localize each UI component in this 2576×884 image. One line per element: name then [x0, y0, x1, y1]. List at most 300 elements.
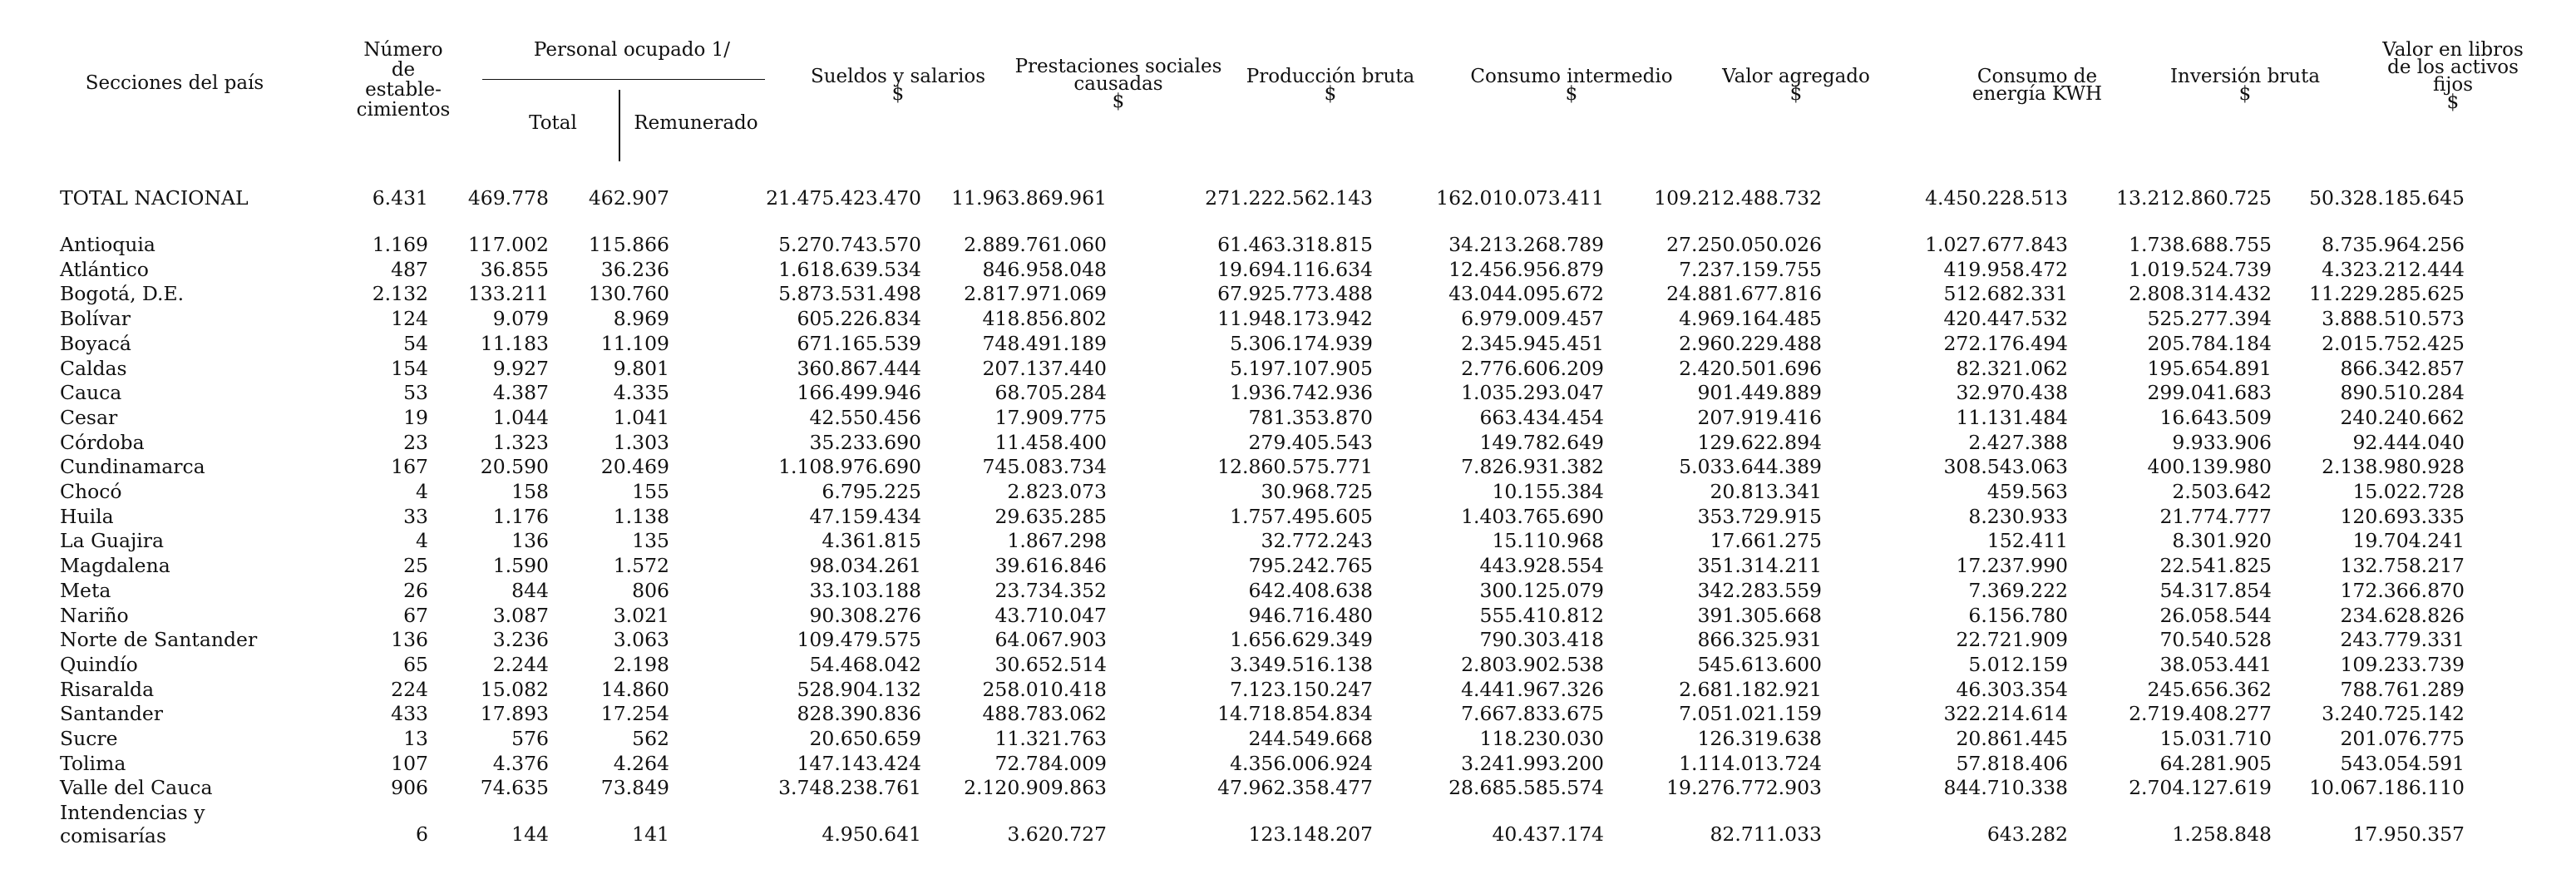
- cell-value: 14.718.854.834: [1217, 702, 1373, 726]
- cell-value: 1.618.639.534: [778, 257, 921, 281]
- cell-value: 1.656.629.349: [1230, 628, 1373, 652]
- table-row: [0, 702, 2576, 727]
- cell-value: 36.855: [480, 257, 549, 281]
- cell-value: 844: [511, 578, 549, 602]
- cell-value: 788.761.289: [2340, 677, 2465, 701]
- cell-value: 4.264: [613, 751, 669, 775]
- cell-value: 205.784.184: [2147, 331, 2272, 355]
- cell-value: 25: [403, 554, 428, 578]
- cell-value: 26: [403, 578, 428, 602]
- cell-value: 7.123.150.247: [1230, 677, 1373, 701]
- cell-value: 2.198: [613, 652, 669, 676]
- cell-value: 36.236: [600, 257, 669, 281]
- header-remunerado: Remunerado: [634, 112, 758, 134]
- cell-value: 806: [632, 578, 669, 602]
- table-row: [0, 678, 2576, 703]
- row-label: Huila: [60, 504, 114, 528]
- cell-value: 141: [632, 822, 669, 847]
- cell-value: 795.242.765: [1248, 554, 1373, 578]
- cell-value: 7.667.833.675: [1461, 702, 1604, 726]
- cell-value: 147.143.424: [797, 751, 921, 775]
- table-row: [0, 505, 2576, 530]
- table-row: [0, 480, 2576, 505]
- header-sueldos: Sueldos y salarios $: [810, 66, 986, 105]
- total-label: TOTAL NACIONAL: [60, 186, 249, 210]
- row-label: Quindío: [60, 652, 138, 676]
- cell-value: 3.021: [613, 603, 669, 627]
- cell-value: 745.083.734: [982, 455, 1107, 479]
- cell-value: 2.776.606.209: [1461, 356, 1604, 380]
- cell-value: 7.051.021.159: [1679, 702, 1822, 726]
- cell-value: 901.449.889: [1697, 381, 1822, 405]
- cell-value: 15.031.710: [2159, 727, 2272, 751]
- cell-value: 15.022.728: [2352, 480, 2465, 504]
- row-label: Cauca: [60, 381, 122, 405]
- cell-value: 64.281.905: [2159, 751, 2272, 775]
- row-label: Valle del Cauca: [60, 776, 213, 800]
- cell-value: 3.063: [613, 628, 669, 652]
- cell-value: 2.960.229.488: [1679, 331, 1822, 355]
- cell-value: 2.132: [372, 282, 428, 306]
- row-label: Caldas: [60, 356, 127, 380]
- cell-value: 4.335: [613, 381, 669, 405]
- cell-value: 22.541.825: [2159, 554, 2272, 578]
- cell-value: 420.447.532: [1943, 307, 2068, 331]
- cell-value: 528.904.132: [797, 677, 921, 701]
- cell-value: 132.758.217: [2340, 554, 2465, 578]
- row-label: Tolima: [60, 751, 126, 775]
- table-row: [0, 455, 2576, 480]
- cell-value: 4.950.641: [822, 822, 921, 847]
- header-total: Total: [529, 112, 577, 134]
- header-personal-rule: [482, 79, 765, 80]
- cell-value: 1.590: [492, 554, 549, 578]
- cell-value: 671.165.539: [797, 331, 921, 355]
- cell-value: 32.772.243: [1261, 529, 1373, 553]
- table-row: [0, 307, 2576, 332]
- cell-value: 300.125.079: [1479, 578, 1604, 602]
- table-row: [0, 406, 2576, 431]
- cell-value: 11.948.173.942: [1217, 307, 1373, 331]
- cell-value: 10.155.384: [1492, 480, 1604, 504]
- cell-value: 167: [391, 455, 428, 479]
- cell-value: 4.441.967.326: [1461, 677, 1604, 701]
- cell-value: 1.138: [613, 504, 669, 528]
- cell-value: 120.693.335: [2340, 504, 2465, 528]
- cell-value: 38.053.441: [2159, 652, 2272, 676]
- header-valor-libros: Valor en libros de los activos fijos $: [2382, 39, 2524, 113]
- cell-value: 342.283.559: [1697, 578, 1822, 602]
- table-row: [0, 233, 2576, 258]
- cell-value: 5.270.743.570: [778, 233, 921, 256]
- cell-value: 28.685.585.574: [1448, 776, 1604, 800]
- cell-value: 1.176: [492, 504, 549, 528]
- cell-value: 117.002: [467, 233, 549, 256]
- table-row: [0, 258, 2576, 283]
- cell-value: 82.321.062: [1956, 356, 2068, 380]
- table-row: [0, 529, 2576, 554]
- cell-value: 576: [511, 727, 549, 751]
- cell-value: 64.067.903: [994, 628, 1107, 652]
- cell-value: 19.694.116.634: [1217, 257, 1373, 281]
- cell-value: 1.572: [613, 554, 669, 578]
- cell-value: 2.817.971.069: [964, 282, 1107, 306]
- row-label: Córdoba: [60, 430, 145, 454]
- cell-value: 154: [391, 356, 428, 380]
- header-divider: [619, 90, 620, 161]
- cell-value: 545.613.600: [1697, 652, 1822, 676]
- cell-value: 19.704.241: [2352, 529, 2465, 553]
- cell-value: 70.540.528: [2159, 628, 2272, 652]
- cell-value: 39.616.846: [994, 554, 1107, 578]
- table-row: [0, 381, 2576, 406]
- cell-value: 946.716.480: [1248, 603, 1373, 627]
- cell-value: 1.323: [492, 430, 549, 454]
- cell-value: 2.244: [492, 652, 549, 676]
- cell-value: 35.233.690: [809, 430, 921, 454]
- cell-value: 17.893: [480, 702, 549, 726]
- cell-value: 7.826.931.382: [1461, 455, 1604, 479]
- cell-value: 2.808.314.432: [2129, 282, 2272, 306]
- cell-value: 11.229.285.625: [2309, 282, 2465, 306]
- cell-value: 21.774.777: [2159, 504, 2272, 528]
- cell-value: 20.861.445: [1956, 727, 2068, 751]
- cell-value: 20.469: [600, 455, 669, 479]
- cell-value: 23: [403, 430, 428, 454]
- cell-value: 272.176.494: [1943, 331, 2068, 355]
- cell-value: 7.369.222: [1968, 578, 2068, 602]
- cell-value: 5.033.644.389: [1679, 455, 1822, 479]
- cell-value: 2.138.980.928: [2322, 455, 2465, 479]
- cell-value: 279.405.543: [1248, 430, 1373, 454]
- row-label: Bolívar: [60, 307, 131, 331]
- cell-value: 15.110.968: [1492, 529, 1604, 553]
- table-row: [0, 628, 2576, 653]
- cell-value: 6.156.780: [1968, 603, 2068, 627]
- cell-value: 43.044.095.672: [1448, 282, 1604, 306]
- cell-value: 61.463.318.815: [1217, 233, 1373, 256]
- cell-value: 1.169: [372, 233, 428, 256]
- row-label: Intendencias y comisarías: [60, 801, 205, 848]
- cell-value: 3.241.993.200: [1461, 751, 1604, 775]
- table-row-total: TOTAL NACIONAL 6.431 469.778 462.907 21.475.423.470 11.963.869.961 271.222.562.143 162.010.073.411 109.212.488.732 4.450.228.513 13.212.860.725 50.328.185.645: [0, 183, 2576, 213]
- cell-value: 166.499.946: [797, 381, 921, 405]
- cell-value: 308.543.063: [1943, 455, 2068, 479]
- cell-value: 109.233.739: [2340, 652, 2465, 676]
- cell-value: 124: [391, 307, 428, 331]
- cell-value: 136: [511, 529, 549, 553]
- cell-value: 13: [403, 727, 428, 751]
- table-row: [0, 332, 2576, 357]
- cell-value: 1.041: [613, 405, 669, 429]
- cell-value: 3.240.725.142: [2322, 702, 2465, 726]
- cell-value: 234.628.826: [2340, 603, 2465, 627]
- cell-value: 17.661.275: [1710, 529, 1822, 553]
- cell-value: 34.213.268.789: [1448, 233, 1604, 256]
- cell-value: 605.226.834: [797, 307, 921, 331]
- cell-value: 7.237.159.755: [1679, 257, 1822, 281]
- cell-value: 115.866: [588, 233, 669, 256]
- cell-value: 2.823.073: [1007, 480, 1107, 504]
- cell-value: 47.159.434: [809, 504, 921, 528]
- cell-value: 3.620.727: [1007, 822, 1107, 847]
- table-row: [0, 776, 2576, 801]
- cell-value: 74.635: [480, 776, 549, 800]
- cell-value: 1.114.013.724: [1679, 751, 1822, 775]
- cell-value: 133.211: [467, 282, 549, 306]
- cell-value: 207.137.440: [982, 356, 1107, 380]
- row-label: Boyacá: [60, 331, 131, 355]
- cell-value: 26.058.544: [2159, 603, 2272, 627]
- cell-value: 3.087: [492, 603, 549, 627]
- cell-value: 53: [403, 381, 428, 405]
- cell-value: 2.889.761.060: [964, 233, 1107, 256]
- cell-value: 9.801: [613, 356, 669, 380]
- cell-value: 17.950.357: [2352, 822, 2465, 847]
- cell-value: 1.403.765.690: [1461, 504, 1604, 528]
- cell-value: 12.456.956.879: [1448, 257, 1604, 281]
- cell-value: 2.719.408.277: [2129, 702, 2272, 726]
- row-label: Bogotá, D.E.: [60, 282, 185, 306]
- cell-value: 1.738.688.755: [2129, 233, 2272, 256]
- spacer-row: [0, 213, 2576, 233]
- cell-value: 351.314.211: [1697, 554, 1822, 578]
- cell-value: 6.795.225: [822, 480, 921, 504]
- cell-value: 57.818.406: [1956, 751, 2068, 775]
- header-secciones: [50, 72, 299, 94]
- cell-value: 543.054.591: [2340, 751, 2465, 775]
- table-row: [0, 604, 2576, 629]
- row-label: Cesar: [60, 405, 118, 429]
- cell-value: 33.103.188: [809, 578, 921, 602]
- cell-value: 20.650.659: [809, 727, 921, 751]
- cell-value: 54.317.854: [2159, 578, 2272, 602]
- cell-value: 17.254: [600, 702, 669, 726]
- cell-value: 32.970.438: [1956, 381, 2068, 405]
- table-row: [0, 653, 2576, 678]
- cell-value: 92.444.040: [2352, 430, 2465, 454]
- cell-value: 27.250.050.026: [1666, 233, 1822, 256]
- cell-value: 5.197.107.905: [1230, 356, 1373, 380]
- cell-value: 512.682.331: [1943, 282, 2068, 306]
- cell-value: 11.458.400: [994, 430, 1107, 454]
- cell-value: 155: [632, 480, 669, 504]
- cell-value: 129.622.894: [1697, 430, 1822, 454]
- cell-value: 1.027.677.843: [1925, 233, 2068, 256]
- cell-value: 643.282: [1986, 822, 2068, 847]
- header-valor-agregado: Valor agregado $: [1722, 66, 1870, 105]
- cell-value: 4.376: [492, 751, 549, 775]
- cell-value: 299.041.683: [2147, 381, 2272, 405]
- cell-value: 29.635.285: [994, 504, 1107, 528]
- cell-value: 24.881.677.816: [1666, 282, 1822, 306]
- cell-value: 400.139.980: [2147, 455, 2272, 479]
- cell-value: 2.503.642: [2172, 480, 2272, 504]
- cell-value: 65: [403, 652, 428, 676]
- cell-value: 1.044: [492, 405, 549, 429]
- cell-value: 525.277.394: [2147, 307, 2272, 331]
- cell-value: 2.704.127.619: [2129, 776, 2272, 800]
- cell-value: 846.958.048: [982, 257, 1107, 281]
- table-row: [0, 752, 2576, 777]
- row-label: Atlántico: [60, 257, 149, 281]
- cell-value: 2.420.501.696: [1679, 356, 1822, 380]
- cell-value: 152.411: [1986, 529, 2068, 553]
- row-label: Antioquia: [60, 233, 155, 256]
- cell-value: 19.276.772.903: [1666, 776, 1822, 800]
- cell-value: 781.353.870: [1248, 405, 1373, 429]
- cell-value: 353.729.915: [1697, 504, 1822, 528]
- cell-value: 43.710.047: [994, 603, 1107, 627]
- cell-value: 642.408.638: [1248, 578, 1373, 602]
- cell-value: 418.856.802: [982, 307, 1107, 331]
- table-row: [0, 282, 2576, 307]
- cell-value: 1.108.976.690: [778, 455, 921, 479]
- cell-value: 3.349.516.138: [1230, 652, 1373, 676]
- header-secciones-label: Secciones del país: [85, 72, 264, 94]
- header-num-establecimientos: Número de estable- cimientos: [356, 39, 451, 121]
- cell-value: 2.345.945.451: [1461, 331, 1604, 355]
- cell-value: 11.183: [480, 331, 549, 355]
- cell-value: 748.491.189: [982, 331, 1107, 355]
- cell-value: 224: [391, 677, 428, 701]
- cell-value: 54: [403, 331, 428, 355]
- cell-value: 4.361.815: [822, 529, 921, 553]
- cell-value: 555.410.812: [1479, 603, 1604, 627]
- table-row: [0, 357, 2576, 382]
- cell-value: 20.590: [480, 455, 549, 479]
- cell-value: 2.120.909.863: [964, 776, 1107, 800]
- cell-value: 6: [416, 822, 428, 847]
- cell-value: 844.710.338: [1943, 776, 2068, 800]
- cell-value: 4.387: [492, 381, 549, 405]
- cell-value: 9.079: [492, 307, 549, 331]
- cell-value: 360.867.444: [797, 356, 921, 380]
- cell-value: 433: [391, 702, 428, 726]
- cell-value: 22.721.909: [1956, 628, 2068, 652]
- row-label: Santander: [60, 702, 164, 726]
- row-label: Risaralda: [60, 677, 155, 701]
- cell-value: 15.082: [480, 677, 549, 701]
- cell-value: 3.748.238.761: [778, 776, 921, 800]
- cell-value: 5.012.159: [1968, 652, 2068, 676]
- row-label: Nariño: [60, 603, 129, 627]
- cell-value: 144: [511, 822, 549, 847]
- cell-value: 47.962.358.477: [1217, 776, 1373, 800]
- cell-value: 2.015.752.425: [2322, 331, 2465, 355]
- cell-value: 72.784.009: [994, 751, 1107, 775]
- cell-value: 459.563: [1986, 480, 2068, 504]
- cell-value: 10.067.186.110: [2309, 776, 2465, 800]
- cell-value: 109.479.575: [797, 628, 921, 652]
- cell-value: 8.230.933: [1968, 504, 2068, 528]
- cell-value: 2.681.182.921: [1679, 677, 1822, 701]
- cell-value: 5.873.531.498: [778, 282, 921, 306]
- cell-value: 9.927: [492, 356, 549, 380]
- cell-value: 68.705.284: [994, 381, 1107, 405]
- cell-value: 9.933.906: [2172, 430, 2272, 454]
- data-table: [0, 183, 2576, 847]
- table-row: [0, 801, 2576, 847]
- cell-value: 17.909.775: [994, 405, 1107, 429]
- cell-value: 42.550.456: [809, 405, 921, 429]
- cell-value: 136: [391, 628, 428, 652]
- cell-value: 8.735.964.256: [2322, 233, 2465, 256]
- header-consumo-energia: Consumo de energía KWH: [1971, 66, 2103, 105]
- cell-value: 1.258.848: [2172, 822, 2272, 847]
- row-label: Magdalena: [60, 554, 170, 578]
- cell-value: 82.711.033: [1710, 822, 1822, 847]
- cell-value: 1.303: [613, 430, 669, 454]
- cell-value: 11.109: [600, 331, 669, 355]
- cell-value: 135: [632, 529, 669, 553]
- cell-value: 90.308.276: [809, 603, 921, 627]
- cell-value: 11.321.763: [994, 727, 1107, 751]
- cell-value: 790.303.418: [1479, 628, 1604, 652]
- cell-value: 158: [511, 480, 549, 504]
- cell-value: 149.782.649: [1479, 430, 1604, 454]
- table-body: [0, 183, 2576, 847]
- cell-value: 258.010.418: [982, 677, 1107, 701]
- cell-value: 866.325.931: [1697, 628, 1822, 652]
- cell-value: 3.236: [492, 628, 549, 652]
- cell-value: 33: [403, 504, 428, 528]
- cell-value: 1.867.298: [1007, 529, 1107, 553]
- table-row: [0, 579, 2576, 604]
- row-label: La Guajira: [60, 529, 165, 553]
- cell-value: 20.813.341: [1710, 480, 1822, 504]
- cell-value: 3.888.510.573: [2322, 307, 2465, 331]
- cell-value: 890.510.284: [2340, 381, 2465, 405]
- cell-value: 2.427.388: [1968, 430, 2068, 454]
- cell-value: 866.342.857: [2340, 356, 2465, 380]
- cell-value: 1.757.495.605: [1230, 504, 1373, 528]
- cell-value: 4.969.164.485: [1679, 307, 1822, 331]
- cell-value: 54.468.042: [809, 652, 921, 676]
- row-label: Chocó: [60, 480, 122, 504]
- cell-value: 4.356.006.924: [1230, 751, 1373, 775]
- row-label: Norte de Santander: [60, 628, 258, 652]
- cell-value: 172.366.870: [2340, 578, 2465, 602]
- cell-value: 245.656.362: [2147, 677, 2272, 701]
- cell-value: 244.549.668: [1248, 727, 1373, 751]
- cell-value: 828.390.836: [797, 702, 921, 726]
- header-produccion: Producción bruta $: [1246, 66, 1415, 105]
- cell-value: 14.860: [600, 677, 669, 701]
- cell-value: 130.760: [588, 282, 669, 306]
- cell-value: 8.301.920: [2172, 529, 2272, 553]
- cell-value: 67.925.773.488: [1217, 282, 1373, 306]
- cell-value: 40.437.174: [1492, 822, 1604, 847]
- cell-value: 322.214.614: [1943, 702, 2068, 726]
- cell-value: 419.958.472: [1943, 257, 2068, 281]
- cell-value: 107: [391, 751, 428, 775]
- cell-value: 118.230.030: [1479, 727, 1604, 751]
- cell-value: 488.783.062: [982, 702, 1107, 726]
- header-personal-ocupado: Personal ocupado 1/: [533, 39, 731, 61]
- cell-value: 30.652.514: [994, 652, 1107, 676]
- cell-value: 126.319.638: [1697, 727, 1822, 751]
- cell-value: 195.654.891: [2147, 356, 2272, 380]
- cell-value: 207.919.416: [1697, 405, 1822, 429]
- cell-value: 30.968.725: [1261, 480, 1373, 504]
- cell-value: 6.979.009.457: [1461, 307, 1604, 331]
- table-row: [0, 727, 2576, 752]
- header-consumo-intermedio: Consumo intermedio $: [1470, 66, 1673, 105]
- row-label: Sucre: [60, 727, 118, 751]
- cell-value: 8.969: [613, 307, 669, 331]
- cell-value: 201.076.775: [2340, 727, 2465, 751]
